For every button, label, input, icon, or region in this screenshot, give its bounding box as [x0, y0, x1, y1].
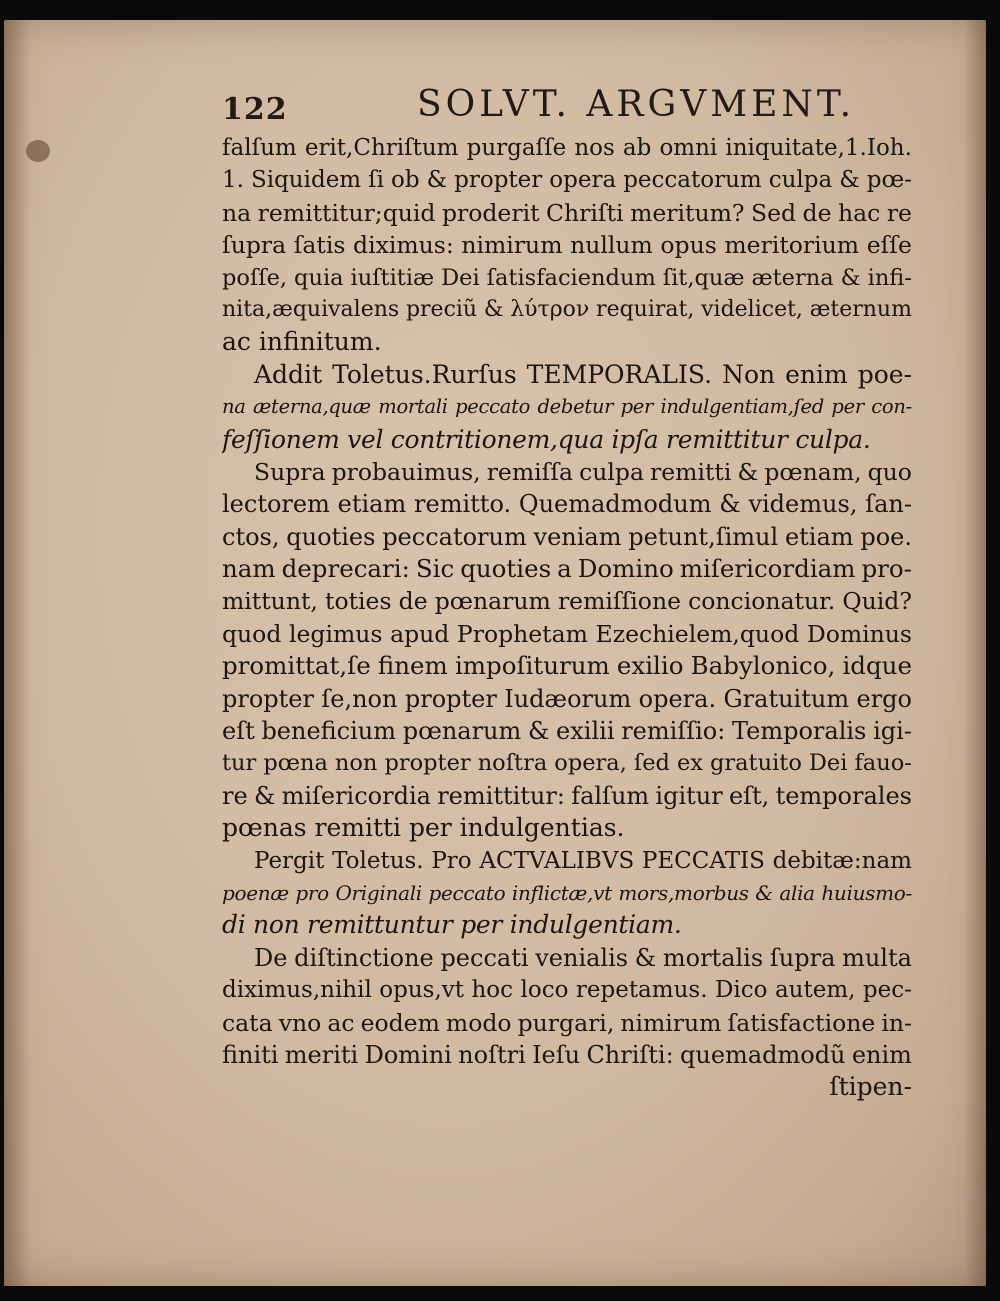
- text-line-13: ctos, quoties peccatorum veniam petunt,ſimul etiam poe.: [222, 522, 912, 551]
- text-line-17: promittat,ſe finem impoſiturum exilio Babylonico, idque: [222, 651, 912, 681]
- ink-stain: [26, 140, 50, 162]
- text-line-15: mittunt, toties de pœnarum remiſſione concionatur. Quid?: [222, 587, 912, 616]
- text-line-10: feſſionem vel contritionem,qua ipſa remittitur culpa.: [222, 424, 871, 454]
- catchword: ſtipen-: [829, 1072, 912, 1102]
- page-header: [222, 78, 912, 128]
- text-line-21: re & miſericordia remittitur: falſum igitur eſt, temporales: [222, 781, 912, 810]
- text-line-18: propter ſe,non propter Iudæorum opera. Gratuitum ergo: [222, 684, 912, 713]
- running-head: SOLVT. ARGVMENT.: [417, 84, 856, 125]
- text-line-28: cata vno ac eodem modo purgari, nimirum ſatisfactione in-: [222, 1008, 912, 1037]
- text-line-1: falſum erit,Chriſtum purgaſſe nos ab omni iniquitate,1.Ioh.: [222, 135, 912, 161]
- text-line-4: ſupra ſatis diximus: nimirum nullum opus meritorium eſſe: [222, 231, 912, 260]
- text-line-11: Supra probauimus, remiſſa culpa remitti & pœnam, quo: [254, 457, 912, 486]
- text-line-14: nam deprecari: Sic quoties a Domino miſericordiam pro-: [222, 554, 912, 584]
- text-line-3: na remittitur;quid proderit Chriſti meritum? Sed de hac re: [222, 198, 912, 227]
- text-line-9: na æterna,quæ mortali peccato debetur per indulgentiam,ſed per con-: [222, 395, 912, 419]
- text-line-16: quod legimus apud Prophetam Ezechielem,quod Dominus: [222, 619, 912, 648]
- text-line-6: nita,æquivalens preciũ & λύτρον requirat, videlicet, æternum: [222, 296, 912, 322]
- text-line-22: pœnas remitti per indulgentias.: [222, 813, 625, 843]
- text-line-23: Pergit Toletus. Pro ACTVALIBVS PECCATIS debitæ:nam: [254, 847, 912, 874]
- text-line-5: poſſe, quia iuſtitiæ Dei ſatisfaciendum ſit,quæ æterna & infi-: [222, 264, 912, 291]
- text-line-7: ac infinitum.: [222, 327, 382, 357]
- text-line-20: tur pœna non propter noſtra opera, ſed ex gratuito Dei fauo-: [222, 750, 912, 777]
- text-line-27: diximus,nihil opus,vt hoc loco repetamus. Dico autem, pec-: [222, 977, 912, 1004]
- page-gutter-shadow: [4, 20, 30, 1286]
- page-edge-shadow: [964, 20, 986, 1286]
- text-line-2: 1. Siquidem ſi ob & propter opera peccatorum culpa & pœ-: [222, 167, 912, 194]
- text-line-25: di non remittuntur per indulgentiam.: [222, 910, 682, 940]
- text-line-29: finiti meriti Domini noſtri Ieſu Chriſti: quemadmodũ enim: [222, 1040, 912, 1069]
- text-line-26: De diſtinctione peccati venialis & mortalis ſupra multa: [254, 943, 912, 972]
- text-line-12: lectorem etiam remitto. Quemadmodum & videmus, ſan-: [222, 490, 912, 519]
- body-text: [222, 132, 912, 1104]
- text-line-19: eſt beneficium pœnarum & exilii remiſſio: Temporalis igi-: [222, 717, 912, 746]
- text-line-8: Addit Toletus.Rurſus TEMPORALIS. Non enim poe-: [254, 359, 912, 389]
- page-number: 122: [222, 92, 288, 127]
- text-line-24: poenæ pro Originali peccato inflictæ,vt mors,morbus & alia huiusmo-: [222, 880, 912, 905]
